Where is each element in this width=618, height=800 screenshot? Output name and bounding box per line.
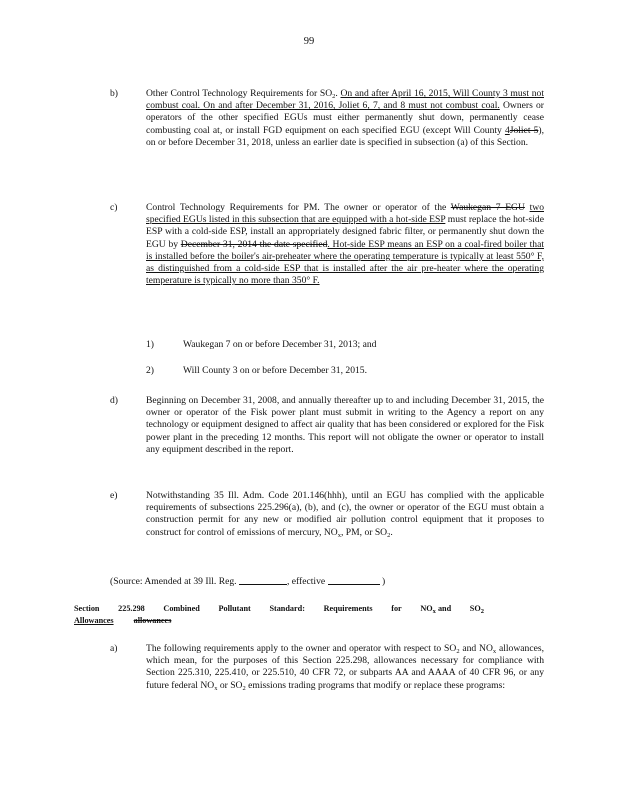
subsection-e-text: Notwithstanding 35 Ill. Adm. Code 201.146(hhh), until an EGU has complied with the applicable requirements of subsections 225.296(a), (b), and (c), the owner or operator of the EGU must obtain a construction permit for any new or modified air pollution control equipment that it proposes to construct for control of emissions of mercury, $NO_x$, PM, or $SO_2$. [146,490,544,539]
deleted-text: Waukegan 7 EGU [450,202,525,213]
subsection-b-text: Other Control Technology Requirements for $SO_2$. On and after April 16, 2015, Will County 3 must not combust coal. On and after December 31, 2016, Joliet 6, 7, and 8 must not combust coal. Owners or operators of the other specified EGUs must either permanently shut down, permanently cease combusting coal at, or install FGD equipment on each specified EGU (except Will County 4Joliet 5), on or before December 31, 2018, unless an earlier date is specified in subsection (a) of this Section. [146,88,544,148]
subsection-c2-text: Will County 3 on or before December 31, 2015. [183,365,367,376]
source-note: (Source: Amended at 39 Ill. Reg. , effective ) [110,576,386,587]
effective-date-blank [328,575,380,585]
inserted-text: On and after April 16, 2015, Will County 3 must not combust coal. On and after December 31, 2016, Joliet 6, 7, and 8 must not combust coal. [146,88,544,112]
subsection-c1-text: Waukegan 7 on or before December 31, 2013; and [183,339,377,350]
inserted-text: two specified EGUs listed in this subsection that are equipped with a hot-side ESP [146,202,544,226]
subsection-e-label: e) [110,490,118,501]
inserted-text: . Hot-side ESP means an ESP on a coal-fired boiler that is installed before the boiler's air-preheater where the operating temperature is typically at least 550° F, as distinguished from a cold-side ESP that is installed after the air pre-heater where the operating temperature is typically no more than 350° F. [146,238,544,287]
inserted-text: 4 [504,124,510,136]
register-blank [239,575,287,585]
section-heading: Section 225.298 Combined Pollutant Standard: Requirements for $NO_x$ and $SO_2$ Allowances allowances [74,604,484,625]
deleted-text: Joliet 5 [509,124,539,136]
subsection-c-text: Control Technology Requirements for PM. The owner or operator of the Waukegan 7 EGU two specified EGUs listed in this subsection that are equipped with a hot-side ESP must replace the hot-side ESP with a cold-side ESP, install an appropriately designed fabric filter, or permanently shut down the EGU by December 31, 2014 the date specified. Hot-side ESP means an ESP on a coal-fired boiler that is installed before the boiler's air-preheater where the operating temperature is typically at least 550° F, as distinguished from a cold-side ESP that is installed after the air pre-heater where the operating temperature is typically no more than 350° F. [146,202,544,287]
subsection-c-label: c) [110,202,118,213]
subsection-a-text: The following requirements apply to the owner and operator with respect to $SO_2$ and $NO_x$ allowances, which mean, for the purposes of this Section 225.298, allowances necessary for compliance with Section 225.310, 225.410, or 225.510, 40 CFR 72, or subparts AA and AAAA of 40 CFR 96, or any future federal $NO_x$ or $SO_2$ emissions trading programs that modify or replace these programs: [146,643,544,692]
deleted-text: allowances [133,616,172,625]
subsection-d-text: Beginning on December 31, 2008, and annually thereafter up to and including December 31, 2015, the owner or operator of the Fisk power plant must submit in writing to the Agency a report on any technology or equipment designed to affect air quality that has been considered or explored for the Fisk power plant in the preceding 12 months. This report will not obligate the owner or operator to install any equipment described in the report. [146,395,544,455]
subsection-d-label: d) [110,395,118,406]
subsection-b-label: b) [110,88,118,99]
inserted-text: Allowances [74,616,114,625]
subsection-a-label: a) [110,643,118,654]
page-number: 99 [303,36,315,47]
subsection-c1-label: 1) [146,339,154,350]
deleted-text: December 31, 2014 the date specified [180,238,328,250]
subsection-c2-label: 2) [146,365,154,376]
